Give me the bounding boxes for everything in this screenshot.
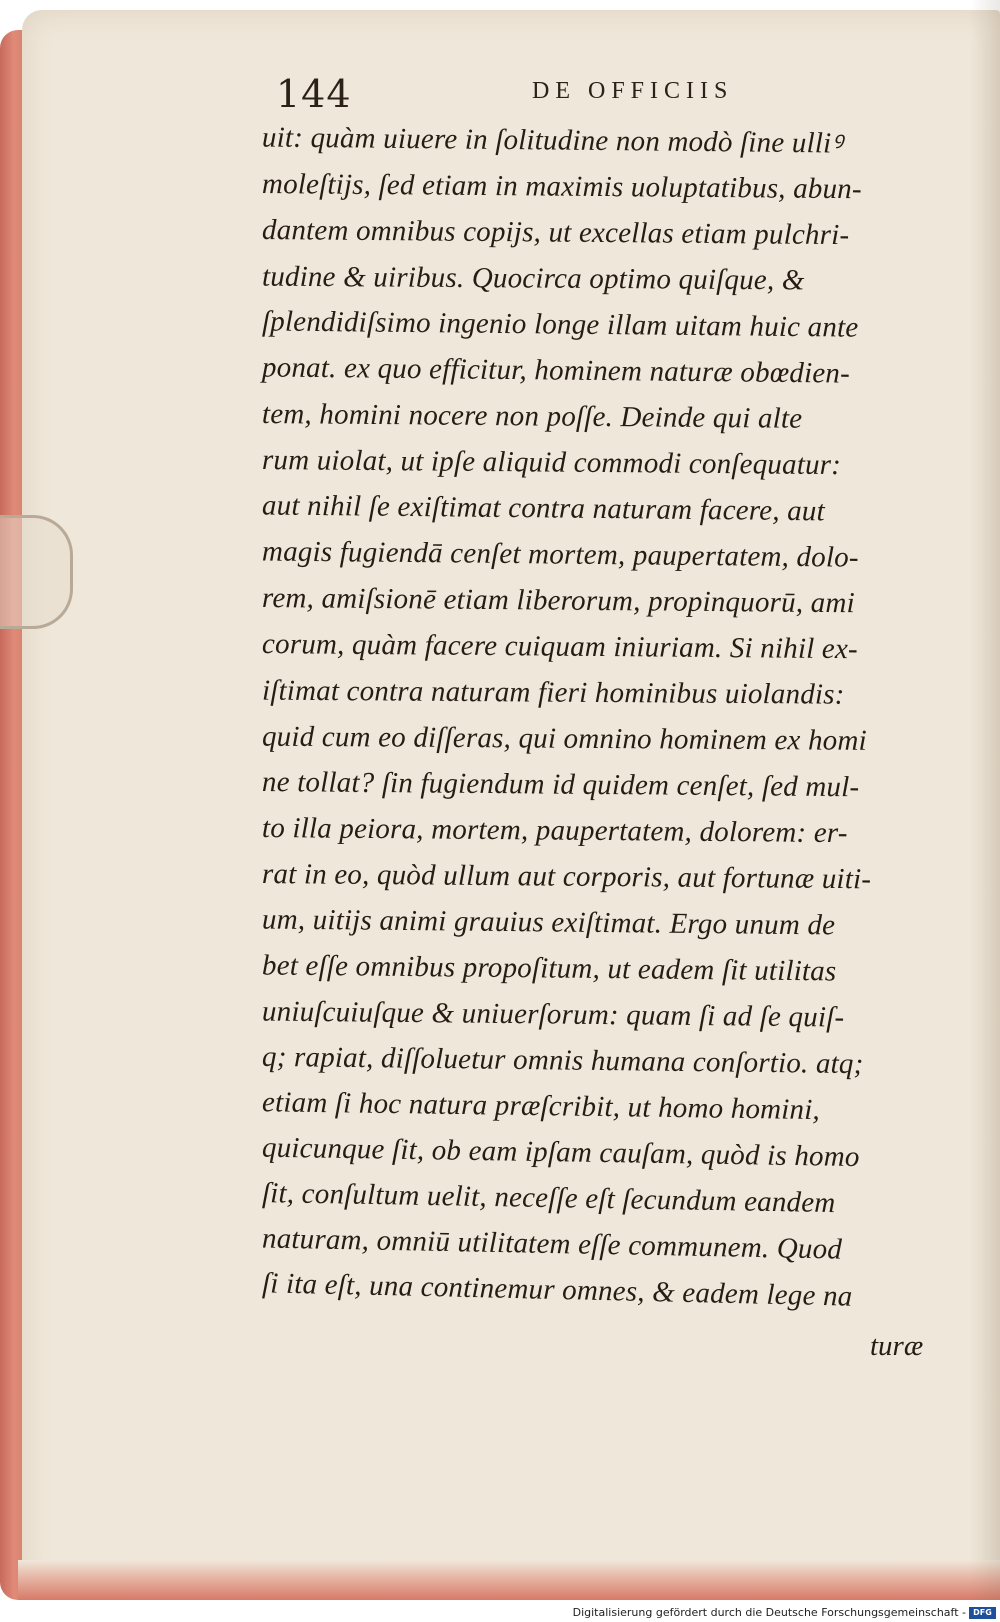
text-line: dantem omnibus copijs, ut excellas etiam pulchri- xyxy=(261,214,850,252)
body-text xyxy=(262,118,942,1314)
gutter-shadow xyxy=(970,0,1000,1600)
text-line: aut nihil ſe exiſtimat contra naturam facere, aut xyxy=(261,489,826,528)
text-line: uniuſcuiuſque & uniuerſorum: quam ſi ad ſe quiſ- xyxy=(261,995,845,1034)
text-line: etiam ſi hoc natura præſcribit, ut homo homini, xyxy=(261,1086,821,1127)
digitization-footer xyxy=(0,1605,1000,1622)
text-line: rum uiolat, ut ipſe aliquid commodi conſequatur: xyxy=(261,444,842,482)
text-line: ſit, conſultum uelit, neceſſe eſt ſecundum eandem xyxy=(261,1177,836,1220)
text-line: naturam, omniū utilitatem eſſe communem. Quod xyxy=(261,1222,843,1266)
text-line: ponat. ex quo efficitur, hominem naturæ obœdien- xyxy=(261,351,851,390)
text-line: ne tollat? ſin fugiendum id quidem cenſet, ſed mul- xyxy=(261,766,860,804)
text-line: bet eſſe omnibus propoſitum, ut eadem ſit utilitas xyxy=(261,949,837,988)
text-line: to illa peiora, mortem, paupertatem, dolorem: er- xyxy=(261,812,848,850)
page-number: 144 xyxy=(276,72,352,116)
text-line: uit: quàm uiuere in ſolitudine non modò ſine ulliꝰ xyxy=(261,121,843,160)
text-line: rat in eo, quòd ullum aut corporis, aut fortunæ uiti- xyxy=(261,858,872,896)
text-line: ſi ita eſt, una continemur omnes, & eadem lege na xyxy=(261,1267,853,1313)
page-bottom-edge xyxy=(18,1560,1000,1600)
running-head: DE OFFICIIS xyxy=(532,78,734,104)
text-line: um, uitijs animi grauius exiſtimat. Ergo unum de xyxy=(261,903,836,942)
text-line: moleſtijs, ſed etiam in maximis uoluptatibus, abun- xyxy=(261,168,862,206)
page-header xyxy=(276,72,796,116)
text-line: tudine & uiribus. Quocirca optimo quiſque, & xyxy=(261,260,805,297)
text-line: magis fugiendā cenſet mortem, paupertatem, dolo- xyxy=(261,535,859,574)
text-line: tem, homini nocere non poſſe. Deinde qui alte xyxy=(261,398,803,435)
text-line: iſtimat contra naturam fieri hominibus uiolandis: xyxy=(261,674,845,711)
text-line: q; rapiat, diſſoluetur omnis humana conſortio. atq; xyxy=(261,1040,864,1081)
text-line: corum, quàm facere cuiquam iniuriam. Si nihil ex- xyxy=(261,628,859,666)
footer-credit: Digitalisierung gefördert durch die Deutsche Forschungsgemeinschaft - xyxy=(572,1606,966,1619)
text-line: quicunque ſit, ob eam ipſam cauſam, quòd is homo xyxy=(261,1131,860,1174)
clasp-icon xyxy=(0,515,73,629)
dfg-logo-icon: DFG xyxy=(969,1607,996,1619)
text-line: rem, amiſsionē etiam liberorum, propinquorū, ami xyxy=(261,582,855,620)
catchword: turæ xyxy=(870,1330,924,1362)
text-line: quid cum eo diſſeras, qui omnino hominem ex homi xyxy=(261,720,867,757)
text-line: ſplendidiſsimo ingenio longe illam uitam huic ante xyxy=(261,305,859,344)
